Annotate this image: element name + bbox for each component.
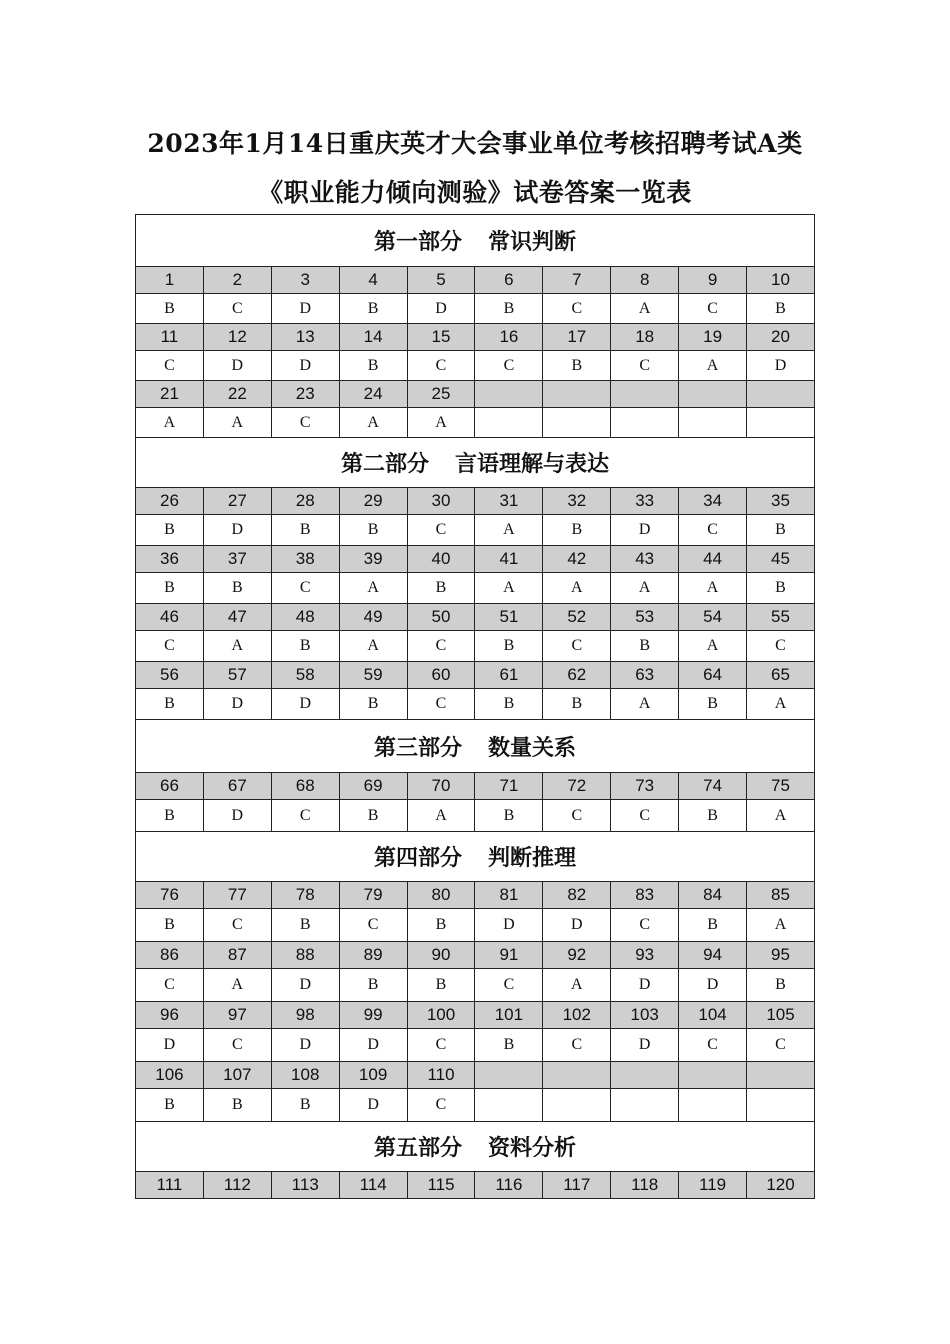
question-number-cell: 76 <box>136 882 204 909</box>
answer-cell: D <box>271 689 339 720</box>
answer-cell: C <box>543 631 611 662</box>
answer-cell: D <box>475 909 543 942</box>
answer-cell: D <box>679 969 747 1002</box>
question-number-cell: 106 <box>136 1062 204 1089</box>
answer-cell: C <box>203 294 271 324</box>
question-number-cell: 109 <box>339 1062 407 1089</box>
question-number-cell <box>475 1062 543 1089</box>
section-name: 言语理解与表达 <box>455 451 610 477</box>
question-number-cell: 63 <box>611 662 679 689</box>
answer-cell: A <box>475 515 543 546</box>
answer-cell: B <box>475 1029 543 1062</box>
answer-row <box>136 631 815 662</box>
section-header-row <box>136 438 815 488</box>
answer-cell: A <box>611 689 679 720</box>
answer-cell: D <box>203 351 271 381</box>
section-title <box>136 215 815 267</box>
answer-cell: C <box>136 969 204 1002</box>
question-number-cell: 70 <box>407 773 475 800</box>
question-number-cell: 46 <box>136 604 204 631</box>
answer-cell: C <box>475 969 543 1002</box>
question-number-cell: 14 <box>339 324 407 351</box>
answer-cell: B <box>407 909 475 942</box>
answer-cell: C <box>407 351 475 381</box>
answer-cell: A <box>611 573 679 604</box>
question-number-cell: 49 <box>339 604 407 631</box>
question-number-cell: 73 <box>611 773 679 800</box>
question-number-cell: 2 <box>203 267 271 294</box>
question-number-cell: 12 <box>203 324 271 351</box>
question-number-cell: 11 <box>136 324 204 351</box>
answer-cell: C <box>611 800 679 832</box>
answer-cell: B <box>747 515 815 546</box>
question-number-cell: 78 <box>271 882 339 909</box>
answer-cell: B <box>339 800 407 832</box>
question-number-cell <box>543 1062 611 1089</box>
answer-cell: B <box>747 294 815 324</box>
answer-cell: A <box>747 909 815 942</box>
question-number-cell: 20 <box>747 324 815 351</box>
answer-cell: D <box>136 1029 204 1062</box>
question-number-cell: 91 <box>475 942 543 969</box>
question-number-cell: 110 <box>407 1062 475 1089</box>
question-number-cell: 81 <box>475 882 543 909</box>
question-number-cell: 7 <box>543 267 611 294</box>
answer-row <box>136 515 815 546</box>
question-number-cell: 10 <box>747 267 815 294</box>
answer-cell: B <box>475 800 543 832</box>
answer-cell: B <box>679 689 747 720</box>
answer-cell: A <box>679 351 747 381</box>
answer-table <box>135 214 815 1199</box>
answer-cell: B <box>136 909 204 942</box>
answer-cell: D <box>203 689 271 720</box>
answer-cell: C <box>136 351 204 381</box>
answer-cell: B <box>203 1089 271 1122</box>
answer-cell: D <box>543 909 611 942</box>
answer-cell: B <box>339 689 407 720</box>
answer-cell: B <box>136 689 204 720</box>
section-name: 常识判断 <box>488 229 577 255</box>
answer-row <box>136 351 815 381</box>
answer-cell: D <box>271 351 339 381</box>
answer-row <box>136 408 815 438</box>
answer-cell: B <box>747 573 815 604</box>
question-number-cell: 69 <box>339 773 407 800</box>
answer-cell <box>475 1089 543 1122</box>
answer-cell: B <box>271 631 339 662</box>
question-number-cell: 79 <box>339 882 407 909</box>
question-number-cell: 17 <box>543 324 611 351</box>
question-number-cell: 5 <box>407 267 475 294</box>
answer-row <box>136 294 815 324</box>
question-number-cell: 86 <box>136 942 204 969</box>
answer-cell: B <box>271 515 339 546</box>
question-number-cell: 80 <box>407 882 475 909</box>
answer-cell: C <box>339 909 407 942</box>
answer-cell: B <box>339 969 407 1002</box>
question-number-cell: 32 <box>543 488 611 515</box>
section-name: 判断推理 <box>488 845 577 871</box>
section-title <box>136 438 815 488</box>
question-number-cell: 60 <box>407 662 475 689</box>
answer-cell: B <box>271 1089 339 1122</box>
answer-cell: B <box>407 573 475 604</box>
answer-cell: D <box>747 351 815 381</box>
question-number-row <box>136 381 815 408</box>
question-number-cell <box>611 1062 679 1089</box>
question-number-cell: 65 <box>747 662 815 689</box>
answer-cell: D <box>611 515 679 546</box>
answer-cell: C <box>136 631 204 662</box>
answer-cell: C <box>407 1089 475 1122</box>
question-number-cell: 87 <box>203 942 271 969</box>
answer-cell: B <box>679 800 747 832</box>
question-number-cell <box>543 381 611 408</box>
question-number-cell: 55 <box>747 604 815 631</box>
answer-cell: C <box>611 351 679 381</box>
answer-cell: A <box>136 408 204 438</box>
question-number-cell: 61 <box>475 662 543 689</box>
question-number-cell: 44 <box>679 546 747 573</box>
question-number-row <box>136 546 815 573</box>
question-number-cell: 107 <box>203 1062 271 1089</box>
section-part: 第五部分 <box>373 1135 462 1161</box>
question-number-cell: 13 <box>271 324 339 351</box>
section-part: 第四部分 <box>373 845 462 871</box>
answer-cell: B <box>339 294 407 324</box>
section-part: 第二部分 <box>340 451 429 477</box>
question-number-cell: 119 <box>679 1172 747 1199</box>
answer-cell: B <box>543 351 611 381</box>
answer-cell: B <box>475 689 543 720</box>
answer-cell: B <box>679 909 747 942</box>
question-number-cell: 24 <box>339 381 407 408</box>
question-number-row <box>136 942 815 969</box>
question-number-cell: 45 <box>747 546 815 573</box>
question-number-cell: 75 <box>747 773 815 800</box>
section-name: 数量关系 <box>488 734 577 761</box>
answer-cell: C <box>407 689 475 720</box>
section-title <box>136 832 815 882</box>
answer-cell: A <box>475 573 543 604</box>
question-number-cell: 39 <box>339 546 407 573</box>
answer-cell: B <box>407 969 475 1002</box>
answer-cell: C <box>543 294 611 324</box>
question-number-cell: 23 <box>271 381 339 408</box>
question-number-cell: 31 <box>475 488 543 515</box>
answer-cell: A <box>203 631 271 662</box>
answer-cell: C <box>679 294 747 324</box>
answer-cell: D <box>339 1089 407 1122</box>
question-number-row <box>136 488 815 515</box>
answer-cell: C <box>611 909 679 942</box>
answer-cell: A <box>407 408 475 438</box>
answer-cell: C <box>203 1029 271 1062</box>
answer-cell: A <box>543 969 611 1002</box>
question-number-row <box>136 324 815 351</box>
answer-row <box>136 1089 815 1122</box>
answer-cell: D <box>407 294 475 324</box>
question-number-cell: 74 <box>679 773 747 800</box>
answer-cell: A <box>679 631 747 662</box>
answer-cell: D <box>339 1029 407 1062</box>
answer-cell: B <box>136 294 204 324</box>
question-number-cell: 67 <box>203 773 271 800</box>
question-number-cell: 9 <box>679 267 747 294</box>
question-number-row <box>136 773 815 800</box>
answer-cell: B <box>339 351 407 381</box>
section-part: 第三部分 <box>373 734 462 761</box>
question-number-cell: 108 <box>271 1062 339 1089</box>
question-number-cell: 1 <box>136 267 204 294</box>
question-number-cell: 83 <box>611 882 679 909</box>
question-number-cell: 117 <box>543 1172 611 1199</box>
question-number-cell <box>679 1062 747 1089</box>
question-number-cell: 104 <box>679 1002 747 1029</box>
answer-cell: D <box>611 1029 679 1062</box>
question-number-cell: 102 <box>543 1002 611 1029</box>
question-number-cell: 100 <box>407 1002 475 1029</box>
answer-row <box>136 573 815 604</box>
question-number-cell: 25 <box>407 381 475 408</box>
question-number-cell: 3 <box>271 267 339 294</box>
answer-cell: D <box>271 1029 339 1062</box>
answer-cell: D <box>611 969 679 1002</box>
answer-cell: C <box>543 1029 611 1062</box>
answer-cell: C <box>203 909 271 942</box>
answer-cell <box>611 1089 679 1122</box>
answer-row <box>136 800 815 832</box>
question-number-row <box>136 267 815 294</box>
answer-cell: C <box>747 631 815 662</box>
question-number-cell: 8 <box>611 267 679 294</box>
question-number-cell: 115 <box>407 1172 475 1199</box>
answer-cell: A <box>679 573 747 604</box>
question-number-cell <box>747 381 815 408</box>
answer-cell: D <box>203 800 271 832</box>
answer-cell <box>543 408 611 438</box>
question-number-cell: 64 <box>679 662 747 689</box>
question-number-cell: 66 <box>136 773 204 800</box>
question-number-cell: 93 <box>611 942 679 969</box>
question-number-cell: 15 <box>407 324 475 351</box>
question-number-cell: 72 <box>543 773 611 800</box>
question-number-cell: 38 <box>271 546 339 573</box>
question-number-row <box>136 604 815 631</box>
section-header-row <box>136 215 815 267</box>
question-number-cell: 16 <box>475 324 543 351</box>
question-number-cell: 90 <box>407 942 475 969</box>
question-number-cell: 120 <box>747 1172 815 1199</box>
question-number-cell: 97 <box>203 1002 271 1029</box>
answer-cell: B <box>203 573 271 604</box>
question-number-cell: 96 <box>136 1002 204 1029</box>
answer-cell: A <box>339 408 407 438</box>
answer-row <box>136 1029 815 1062</box>
section-title <box>136 1122 815 1172</box>
question-number-cell: 29 <box>339 488 407 515</box>
section-header-row <box>136 720 815 773</box>
answer-cell: A <box>339 573 407 604</box>
answer-cell <box>747 1089 815 1122</box>
document-title-line1: 2023年1月14日重庆英才大会事业单位考核招聘考试A类 <box>147 129 803 158</box>
answer-cell: C <box>407 515 475 546</box>
question-number-cell: 56 <box>136 662 204 689</box>
answer-cell: C <box>271 573 339 604</box>
question-number-cell: 33 <box>611 488 679 515</box>
answer-cell: A <box>611 294 679 324</box>
question-number-cell: 41 <box>475 546 543 573</box>
answer-cell: C <box>543 800 611 832</box>
question-number-cell: 36 <box>136 546 204 573</box>
question-number-cell: 92 <box>543 942 611 969</box>
question-number-cell: 105 <box>747 1002 815 1029</box>
question-number-cell: 4 <box>339 267 407 294</box>
question-number-cell: 54 <box>679 604 747 631</box>
question-number-cell: 57 <box>203 662 271 689</box>
question-number-cell: 62 <box>543 662 611 689</box>
question-number-cell: 94 <box>679 942 747 969</box>
question-number-cell: 89 <box>339 942 407 969</box>
question-number-cell <box>679 381 747 408</box>
answer-cell: A <box>747 689 815 720</box>
answer-cell <box>679 408 747 438</box>
answer-cell: C <box>271 408 339 438</box>
question-number-cell: 27 <box>203 488 271 515</box>
question-number-cell <box>475 381 543 408</box>
question-number-cell: 98 <box>271 1002 339 1029</box>
answer-cell: D <box>271 294 339 324</box>
question-number-cell: 42 <box>543 546 611 573</box>
question-number-cell: 101 <box>475 1002 543 1029</box>
question-number-cell: 85 <box>747 882 815 909</box>
answer-cell: C <box>271 800 339 832</box>
answer-cell: C <box>475 351 543 381</box>
section-header-row <box>136 832 815 882</box>
question-number-row <box>136 882 815 909</box>
question-number-cell: 59 <box>339 662 407 689</box>
question-number-cell: 47 <box>203 604 271 631</box>
question-number-cell: 88 <box>271 942 339 969</box>
answer-cell: B <box>339 515 407 546</box>
answer-cell: B <box>475 294 543 324</box>
question-number-cell: 103 <box>611 1002 679 1029</box>
question-number-cell: 35 <box>747 488 815 515</box>
answer-cell: B <box>475 631 543 662</box>
question-number-cell: 18 <box>611 324 679 351</box>
question-number-cell: 84 <box>679 882 747 909</box>
answer-cell: C <box>679 515 747 546</box>
answer-cell: A <box>203 408 271 438</box>
question-number-cell: 51 <box>475 604 543 631</box>
section-title <box>136 720 815 773</box>
answer-cell <box>475 408 543 438</box>
question-number-cell <box>611 381 679 408</box>
question-number-row <box>136 1002 815 1029</box>
answer-cell: A <box>339 631 407 662</box>
section-part: 第一部分 <box>373 229 462 255</box>
question-number-cell: 40 <box>407 546 475 573</box>
answer-cell <box>611 408 679 438</box>
question-number-cell: 116 <box>475 1172 543 1199</box>
question-number-cell: 34 <box>679 488 747 515</box>
question-number-row <box>136 662 815 689</box>
question-number-cell: 22 <box>203 381 271 408</box>
answer-cell: B <box>136 573 204 604</box>
answer-cell: D <box>203 515 271 546</box>
question-number-cell: 28 <box>271 488 339 515</box>
question-number-cell: 113 <box>271 1172 339 1199</box>
answer-cell: A <box>203 969 271 1002</box>
answer-cell: D <box>271 969 339 1002</box>
question-number-cell: 37 <box>203 546 271 573</box>
question-number-cell: 19 <box>679 324 747 351</box>
question-number-cell: 43 <box>611 546 679 573</box>
answer-cell: C <box>747 1029 815 1062</box>
answer-row <box>136 909 815 942</box>
question-number-cell: 114 <box>339 1172 407 1199</box>
answer-cell: B <box>136 515 204 546</box>
answer-cell: A <box>407 800 475 832</box>
question-number-cell: 26 <box>136 488 204 515</box>
question-number-cell: 77 <box>203 882 271 909</box>
answer-cell: A <box>747 800 815 832</box>
answer-cell: B <box>543 689 611 720</box>
answer-cell: B <box>136 800 204 832</box>
answer-cell: B <box>747 969 815 1002</box>
question-number-cell: 48 <box>271 604 339 631</box>
question-number-cell: 6 <box>475 267 543 294</box>
question-number-cell: 68 <box>271 773 339 800</box>
question-number-row <box>136 1062 815 1089</box>
question-number-cell: 118 <box>611 1172 679 1199</box>
answer-cell: B <box>136 1089 204 1122</box>
question-number-cell: 53 <box>611 604 679 631</box>
answer-cell <box>543 1089 611 1122</box>
question-number-cell: 82 <box>543 882 611 909</box>
question-number-cell <box>747 1062 815 1089</box>
question-number-cell: 21 <box>136 381 204 408</box>
answer-cell: C <box>679 1029 747 1062</box>
question-number-cell: 99 <box>339 1002 407 1029</box>
section-header-row <box>136 1122 815 1172</box>
answer-cell: B <box>611 631 679 662</box>
answer-cell <box>747 408 815 438</box>
answer-cell <box>679 1089 747 1122</box>
answer-cell: B <box>271 909 339 942</box>
question-number-cell: 52 <box>543 604 611 631</box>
question-number-cell: 58 <box>271 662 339 689</box>
answer-cell: A <box>543 573 611 604</box>
question-number-cell: 95 <box>747 942 815 969</box>
question-number-cell: 71 <box>475 773 543 800</box>
question-number-row <box>136 1172 815 1199</box>
answer-row <box>136 969 815 1002</box>
question-number-cell: 111 <box>136 1172 204 1199</box>
answer-cell: C <box>407 1029 475 1062</box>
answer-cell: C <box>407 631 475 662</box>
question-number-cell: 30 <box>407 488 475 515</box>
answer-cell: B <box>543 515 611 546</box>
section-name: 资料分析 <box>488 1135 577 1161</box>
question-number-cell: 50 <box>407 604 475 631</box>
question-number-cell: 112 <box>203 1172 271 1199</box>
document-title-line2: 《职业能力倾向测验》试卷答案一览表 <box>258 178 692 207</box>
answer-row <box>136 689 815 720</box>
